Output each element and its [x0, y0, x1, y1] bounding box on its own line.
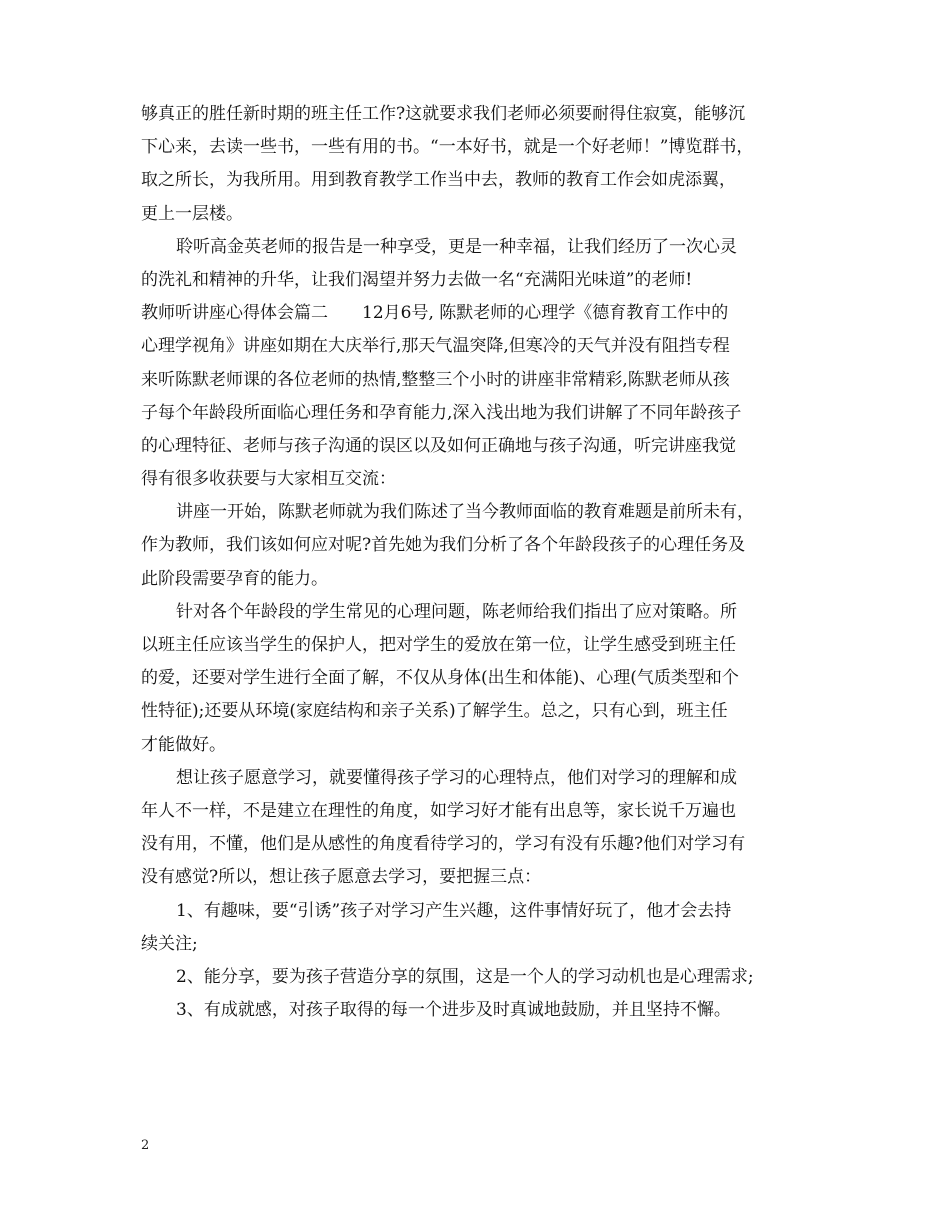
text-line: 续关注; — [141, 933, 198, 954]
text-line: 子每个年龄段所面临心理任务和孕育能力,深入浅出地为我们讲解了不同年龄孩子 — [141, 402, 742, 423]
text-line: 够真正的胜任新时期的班主任工作?这就要求我们老师必须要耐得住寂寞，能够沉 — [141, 104, 746, 124]
text-line: 得有很多收获要与大家相互交流： — [141, 469, 396, 490]
text-line: 此阶段需要孕育的能力。 — [141, 568, 328, 589]
text-line: 更上一层楼。 — [141, 203, 243, 224]
text-line: 的爱，还要对学生进行全面了解，不仅从身体(出生和体能)、心理(气质类型和个 — [141, 668, 739, 689]
text-line: 3、有成就感，对孩子取得的每一个进步及时真诚地鼓励，并且坚持不懈。 — [176, 1000, 731, 1021]
page-number: 2 — [141, 1138, 150, 1153]
text-line: 性特征);还要从环境(家庭结构和亲子关系)了解学生。总之，只有心到，班主任 — [141, 701, 728, 722]
text-line: 心理学视角》讲座如期在大庆举行,那天气温突降,但寒冷的天气并没有阻挡专程 — [141, 336, 730, 357]
text-line: 才能做好。 — [141, 734, 226, 755]
text-line: 的洗礼和精神的升华，让我们渴望并努力去做一名“充满阳光味道”的老师! — [141, 269, 693, 290]
text-line: 针对各个年龄段的学生常见的心理问题，陈老师给我们指出了应对策略。所 — [176, 601, 737, 622]
body-text — [141, 98, 817, 1027]
text-line: 以班主任应该当学生的保护人，把对学生的爱放在第一位，让学生感受到班主任 — [141, 635, 736, 655]
text-line: 的心理特征、老师与孩子沟通的误区以及如何正确地与孩子沟通，听完讲座我觉 — [141, 435, 736, 456]
text-line: 教师听讲座心得体会篇二 12月6号, 陈默老师的心理学《德育教育工作中的 — [141, 303, 729, 324]
text-line: 作为教师，我们该如何应对呢?首先她为我们分析了各个年龄段孩子的心理任务及 — [141, 535, 746, 556]
text-line: 下心来，去读一些书，一些有用的书。“一本好书，就是一个好老师！”博览群书， — [141, 137, 754, 158]
text-line: 年人不一样，不是建立在理性的角度，如学习好才能有出息等，家长说千万遍也 — [141, 800, 736, 821]
text-line: 2、能分享，要为孩子营造分享的氛围，这是一个人的学习动机也是心理需求; — [176, 966, 754, 987]
text-line: 来听陈默老师课的各位老师的热情,整整三个小时的讲座非常精彩,陈默老师从孩 — [141, 369, 730, 390]
text-line: 没有用，不懂，他们是从感性的角度看待学习的，学习有没有乐趣?他们对学习有 — [141, 834, 746, 855]
text-line: 想让孩子愿意学习，就要懂得孩子学习的心理特点，他们对学习的理解和成 — [176, 767, 737, 788]
text-line: 聆听高金英老师的报告是一种享受，更是一种幸福，让我们经历了一次心灵 — [176, 236, 737, 257]
text-line: 没有感觉?所以，想让孩子愿意去学习，要把握三点： — [141, 867, 542, 888]
text-line: 1、有趣味，要“引诱”孩子对学习产生兴趣，这件事情好玩了，他才会去持 — [176, 900, 732, 921]
text-line: 讲座一开始，陈默老师就为我们陈述了当今教师面临的教育难题是前所未有， — [176, 502, 754, 523]
text-line: 取之所长，为我所用。用到教育教学工作当中去，教师的教育工作会如虎添翼， — [141, 170, 736, 191]
